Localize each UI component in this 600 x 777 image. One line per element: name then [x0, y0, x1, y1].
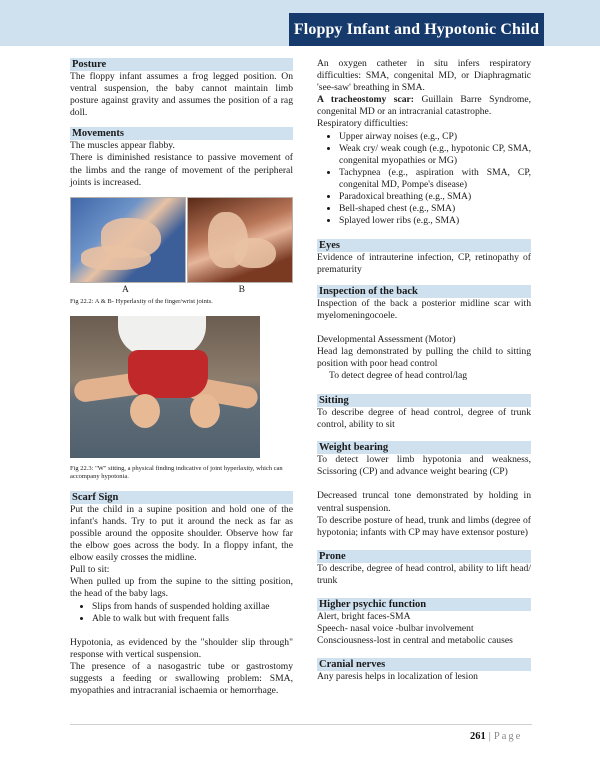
- list-item: • Upper airway noises (e.g., CP): [339, 131, 531, 143]
- scarf-text-1: Put the child in a supine position and hold one of the infant's hands. Try to put it around the neck as far as possible around the opposite shoulder. Observe how far the elbow goes across the body. In a floppy infant, the elbow easily crosses the midline.: [70, 503, 293, 564]
- page-number: 261: [470, 731, 486, 742]
- section-heading-eyes: Eyes: [317, 239, 531, 252]
- photo-finger-hyperlaxity: [70, 197, 186, 283]
- section-heading-psychic: Higher psychic function: [317, 598, 531, 611]
- oxygen-text: An oxygen catheter in situ infers respiratory difficulties: SMA, congenital MD, or Diaphragmatic 'see-saw' breathing in SMA.: [317, 58, 531, 94]
- section-heading-scarf-sign: Scarf Sign: [70, 491, 293, 504]
- respiratory-bullet-list: [317, 131, 531, 228]
- psychic-line-1: Alert, bright faces-SMA: [317, 611, 411, 622]
- scarf-text-2: When pulled up from the supine to the sitting position, the head of the baby lags.: [70, 576, 293, 600]
- section-heading-prone: Prone: [317, 550, 531, 563]
- figure-caption-22-3: Fig 22.3: "W" sitting, a physical finding indicative of joint hyperlaxity, which can accompany hypotonia.: [70, 464, 283, 480]
- page-footer: [470, 731, 522, 742]
- list-item: • Bell-shaped chest (e.g., SMA): [339, 203, 531, 215]
- psychic-line-2: Speech- nasal voice -bulbar involvement: [317, 623, 474, 635]
- list-item: • Tachypnea (e.g., aspiration with SMA, CP, congenital MD, Pompe's disease): [339, 167, 531, 191]
- left-column: [70, 58, 293, 697]
- scarf-text-3: Hypotonia, as evidenced by the "shoulder slip through" response with vertical suspension.: [70, 636, 293, 660]
- list-item: • Paradoxical breathing (e.g., SMA): [339, 191, 531, 203]
- figure-label-b: B: [238, 284, 245, 295]
- back-text-4: To detect degree of head control/lag: [329, 369, 468, 381]
- photo-wrist-hyperlaxity: [187, 197, 293, 283]
- section-heading-posture: Posture: [70, 58, 293, 71]
- figure-label-a: A: [122, 284, 129, 295]
- figure-labels: [70, 285, 293, 295]
- psychic-line-3: Consciousness-lost in central and metabolic causes: [317, 635, 513, 647]
- prone-text: To describe, degree of head control, ability to lift head/ trunk: [317, 562, 531, 586]
- right-column: [317, 58, 531, 683]
- figure-caption-22-2: Fig 22.2: A & B- Hyperlaxity of the finger/wrist joints.: [70, 297, 213, 305]
- tracheostomy-label: A tracheostomy scar:: [317, 94, 414, 106]
- footer-separator: |: [488, 731, 491, 742]
- section-heading-movements: Movements: [70, 127, 293, 140]
- photo-w-sitting: [70, 316, 260, 458]
- sitting-text: To describe degree of head control, degree of trunk control, ability to sit: [317, 407, 531, 431]
- list-item: • Splayed lower ribs (e.g., SMA): [339, 215, 531, 227]
- list-item: • Weak cry/ weak cough (e.g., hypotonic CP, SMA, congenital myopathies or MG): [339, 143, 531, 167]
- list-item: • Slips from hands of suspended holding axillae: [92, 601, 293, 613]
- back-text-1: Inspection of the back a posterior midline scar with myelomeningocoele.: [317, 297, 531, 321]
- weight-text-2: Decreased truncal tone demonstrated by holding in ventral suspension.: [317, 490, 531, 514]
- weight-text-3: To describe posture of head, trunk and limbs (degree of hypotonia; infants with CP may have extensor posture): [317, 514, 531, 538]
- back-text-3: Head lag demonstrated by pulling the child to sitting position with poor head control: [317, 345, 531, 369]
- pull-to-sit-label: Pull to sit:: [70, 564, 110, 576]
- eyes-text: Evidence of intrauterine infection, CP, retinopathy of prematurity: [317, 252, 531, 276]
- respiratory-label: Respiratory difficulties:: [317, 118, 409, 130]
- tracheostomy-detail: Guillain Barre Syndrome, congenital MD or an intracranial catastrophe.: [317, 94, 531, 118]
- tracheostomy-text: [317, 94, 531, 118]
- developmental-assessment: Developmental Assessment (Motor): [317, 333, 456, 345]
- section-heading-back: Inspection of the back: [317, 285, 531, 298]
- section-heading-sitting: Sitting: [317, 394, 531, 407]
- weight-text-1: To detect lower limb hypotonia and weakness, Scissoring (CP) and advance weight bearing (CP): [317, 454, 531, 478]
- chapter-title: Floppy Infant and Hypotonic Child: [289, 13, 544, 46]
- figure-hyperlaxity: [70, 197, 293, 283]
- posture-text: The floppy infant assumes a frog legged position. On ventral suspension, the baby cannot maintain limb posture against gravity and assumes the position of a rag doll.: [70, 71, 293, 119]
- cranial-text: Any paresis helps in localization of lesion: [317, 671, 478, 683]
- section-heading-weight-bearing: Weight bearing: [317, 441, 531, 454]
- page-label: Page: [493, 731, 523, 742]
- scarf-bullet-list: [70, 601, 293, 625]
- movements-text-2: There is diminished resistance to passive movement of the limbs and the range of movement of the peripheral joints is increased.: [70, 152, 293, 188]
- scarf-text-4: The presence of a nasogastric tube or gastrostomy suggests a feeding or swallowing problem: SMA, myopathies and intracranial ischaemia or hemorrhage.: [70, 660, 293, 697]
- movements-text-1: The muscles appear flabby.: [70, 140, 175, 152]
- section-heading-cranial-nerves: Cranial nerves: [317, 658, 531, 671]
- list-item: • Able to walk but with frequent falls: [92, 613, 293, 625]
- footer-divider: [70, 724, 532, 725]
